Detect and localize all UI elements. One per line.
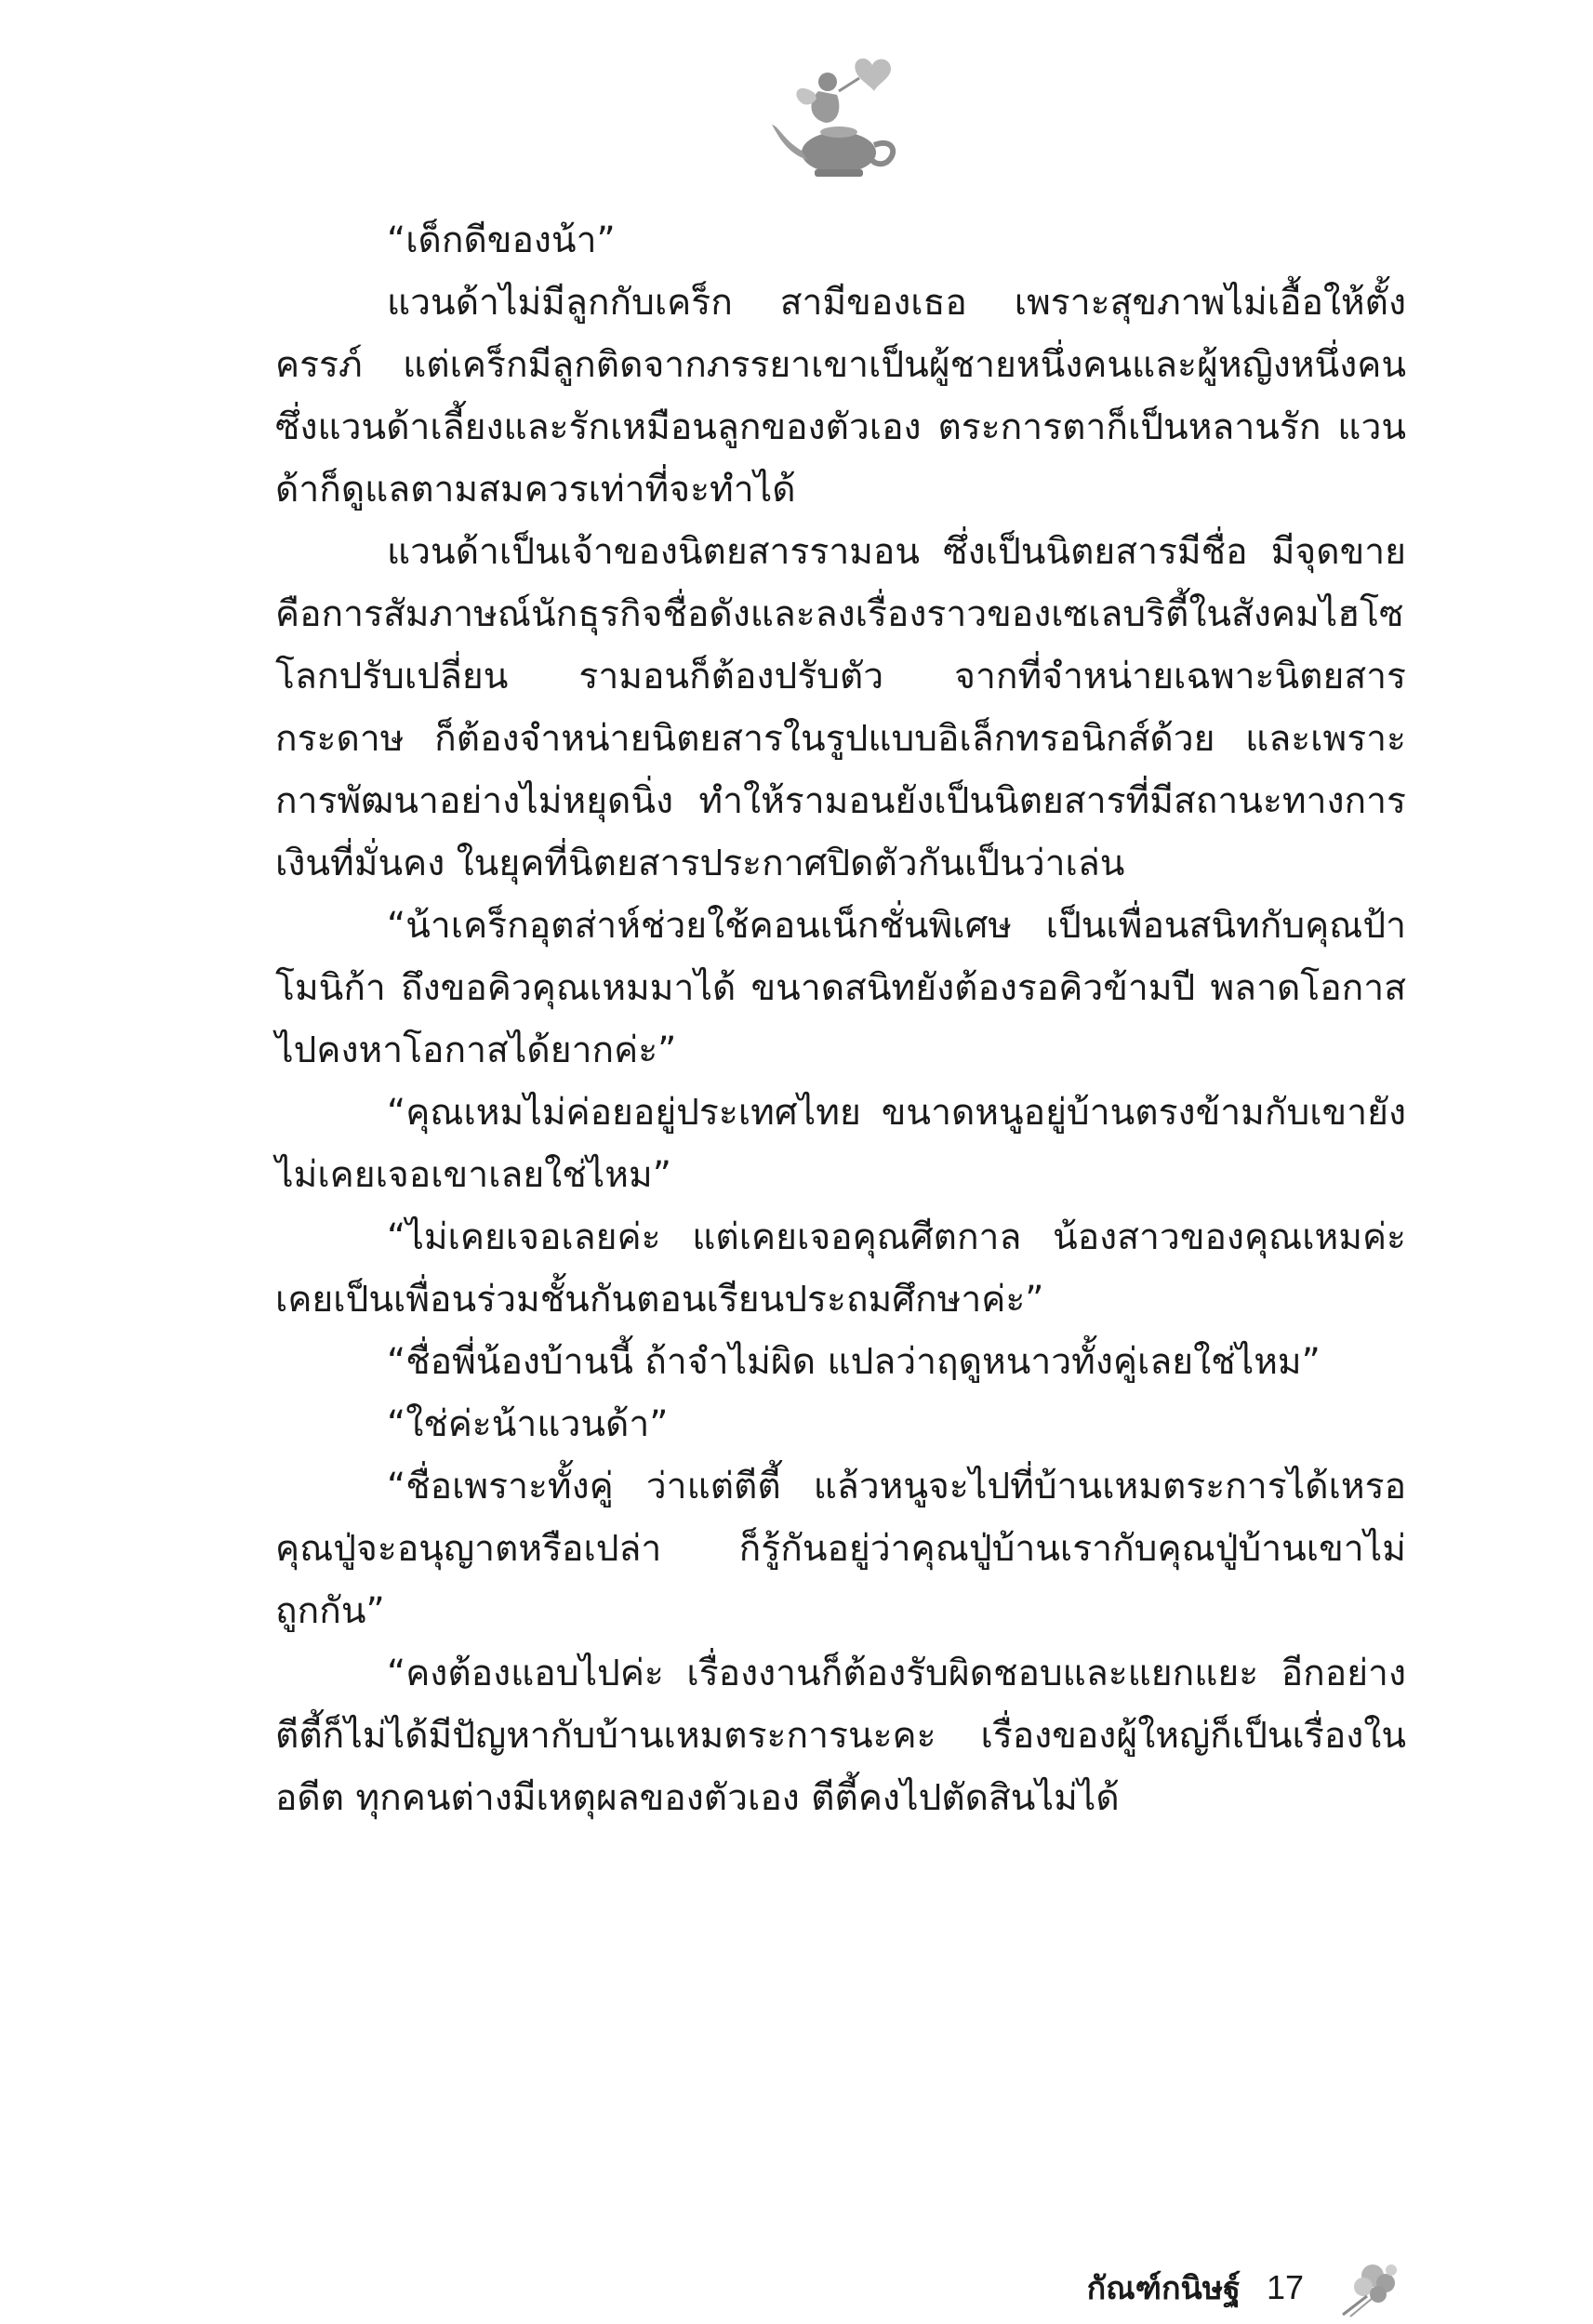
running-title: กัณฑ์กนิษฐ์ bbox=[1086, 2270, 1241, 2307]
paragraph: “คงต้องแอบไปค่ะ เรื่องงานก็ต้องรับผิดชอบและแยกแยะ อีกอย่างตีตี้ก็ไม่ได้มีปัญหากับบ้านเหมตระการนะคะ เรื่องของผู้ใหญ่ก็เป็นเรื่องในอดีต ทุกคนต่างมีเหตุผลของตัวเอง ตีตี้คงไปตัดสินไม่ได้ bbox=[275, 1653, 1406, 1819]
body-text bbox=[275, 209, 1406, 1829]
paragraph: แวนด้าไม่มีลูกกับเคร็ก สามีของเธอ เพราะสุขภาพไม่เอื้อให้ตั้งครรภ์ แต่เคร็กมีลูกติดจากภรรยาเขาเป็นผู้ชายหนึ่งคนและผู้หญิงหนึ่งคน ซึ่งแวนด้าเลี้ยงและรักเหมือนลูกของตัวเอง ตระการตาก็เป็นหลานรัก แวนด้าก็ดูแลตามสมควรเท่าที่จะทำได้ bbox=[275, 282, 1406, 511]
teapot-angel-ornament-icon bbox=[763, 37, 911, 186]
paragraph: “คุณเหมไม่ค่อยอยู่ประเทศไทย ขนาดหนูอยู่บ้านตรงข้ามกับเขายังไม่เคยเจอเขาเลยใช่ไหม” bbox=[275, 1092, 1406, 1196]
paragraph: “ชื่อพี่น้องบ้านนี้ ถ้าจำไม่ผิด แปลว่าฤดูหนาวทั้งคู่เลยใช่ไหม” bbox=[387, 1341, 1321, 1383]
flower-bouquet-ornament-icon bbox=[1330, 2255, 1404, 2320]
paragraph: “เด็กดีของน้า” bbox=[387, 219, 616, 261]
paragraph: “ชื่อเพราะทั้งคู่ ว่าแต่ตีตี้ แล้วหนูจะไปที่บ้านเหมตระการได้เหรอ คุณปู่จะอนุญาตหรือเปล่า ก็รู้กันอยู่ว่าคุณปู่บ้านเรากับคุณปู่บ้านเขาไม่ถูกกัน” bbox=[275, 1466, 1406, 1632]
paragraph: แวนด้าเป็นเจ้าของนิตยสารรามอน ซึ่งเป็นนิตยสารมีชื่อ มีจุดขายคือการสัมภาษณ์นักธุรกิจชื่อดังและลงเรื่องราวของเซเลบริตี้ในสังคมไฮโซ โลกปรับเปลี่ยน รามอนก็ต้องปรับตัว จากที่จำหน่ายเฉพาะนิตยสารกระดาษ ก็ต้องจำหน่ายนิตยสารในรูปแบบอิเล็กทรอนิกส์ด้วย และเพราะการพัฒนาอย่างไม่หยุดนิ่ง ทำให้รามอนยังเป็นนิตยสารที่มีสถานะทางการเงินที่มั่นคง ในยุคที่นิตยสารประกาศปิดตัวกันเป็นว่าเล่น bbox=[275, 531, 1406, 884]
paragraph: “น้าเคร็กอุตส่าห์ช่วยใช้คอนเน็กชั่นพิเศษ เป็นเพื่อนสนิทกับคุณป้าโมนิก้า ถึงขอคิวคุณเหมมาได้ ขนาดสนิทยังต้องรอคิวข้ามปี พลาดโอกาสไปคงหาโอกาสได้ยากค่ะ” bbox=[275, 905, 1406, 1071]
page-footer bbox=[1023, 2260, 1404, 2316]
paragraph: “ไม่เคยเจอเลยค่ะ แต่เคยเจอคุณศีตกาล น้องสาวของคุณเหมค่ะ เคยเป็นเพื่อนร่วมชั้นกันตอนเรียนประถมศึกษาค่ะ” bbox=[275, 1216, 1406, 1321]
paragraph: “ใช่ค่ะน้าแวนด้า” bbox=[387, 1403, 669, 1445]
page-number: 17 bbox=[1266, 2268, 1304, 2306]
